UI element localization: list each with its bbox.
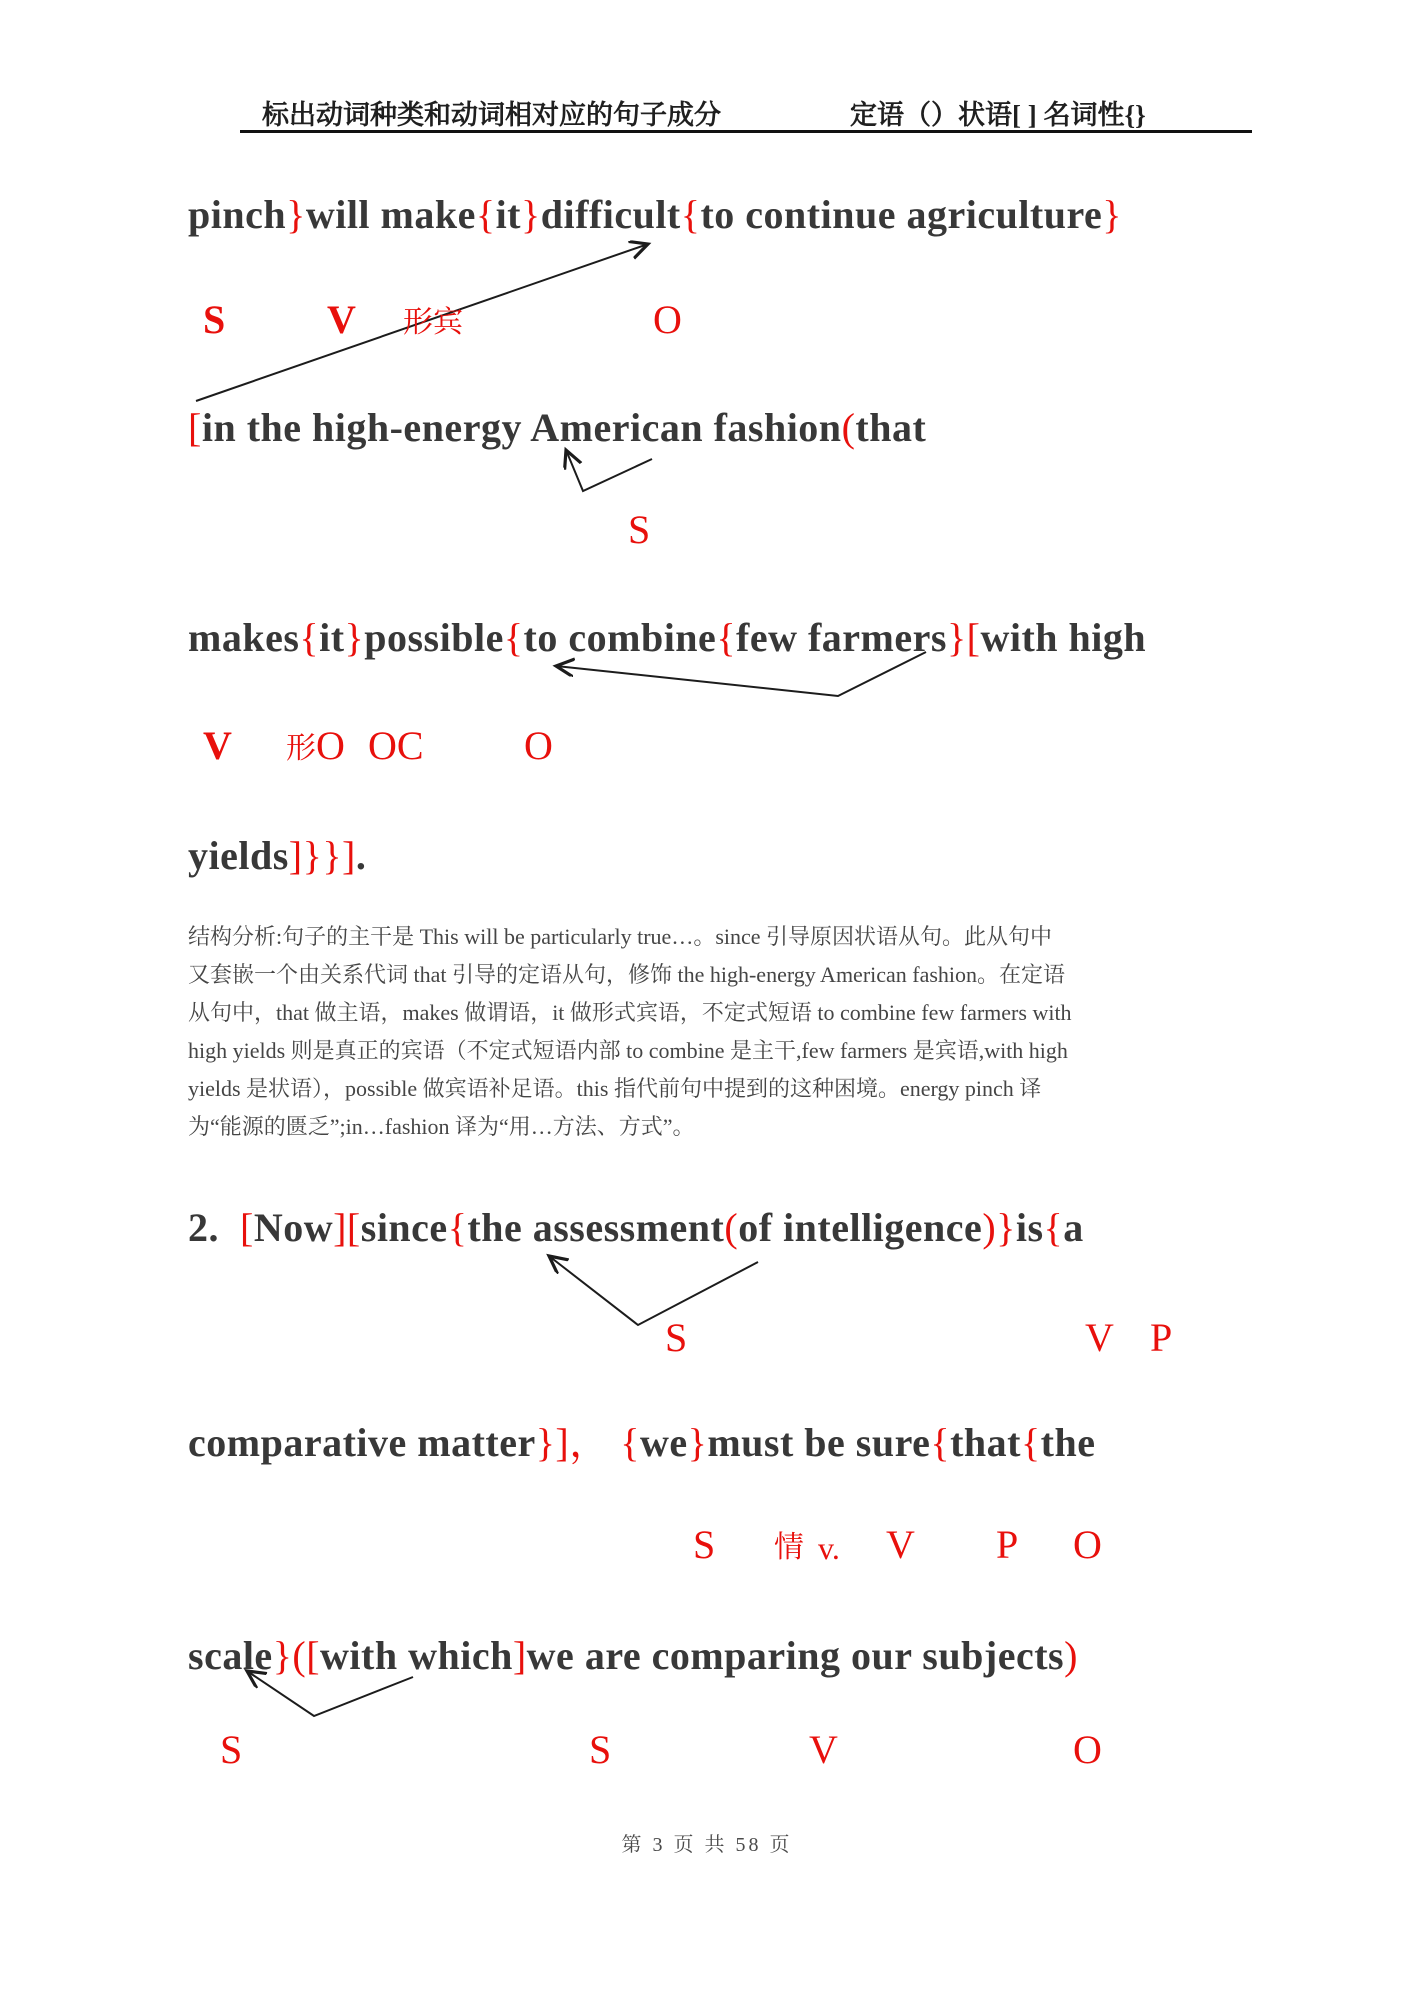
bracket-annotation: { <box>1020 1420 1041 1465</box>
grammar-label-row-svo-3: V <box>1085 1315 1114 1360</box>
bracket-annotation: { <box>475 192 496 237</box>
bracket-annotation: { <box>447 1205 468 1250</box>
grammar-label-row-svo-4: V <box>886 1522 915 1567</box>
sentence-line-line-makes <box>188 615 1146 661</box>
bracket-annotation: { <box>1043 1205 1064 1250</box>
sentence-text: of intelligence <box>738 1205 983 1250</box>
grammar-label-row-svo-5: S <box>220 1727 243 1772</box>
sentence-line-line-pinch <box>188 192 1122 238</box>
grammar-label-row-svo-4: 情 <box>774 1531 804 1564</box>
sentence-text: the <box>1040 1420 1096 1465</box>
sentence-text: Now <box>253 1205 334 1250</box>
sentence-text: pinch <box>188 192 287 237</box>
bracket-annotation: { <box>680 192 701 237</box>
grammar-label-row-svo-4: v. <box>818 1530 840 1566</box>
bracket-annotation: }([ <box>272 1633 321 1678</box>
sentence-text <box>610 1420 621 1465</box>
sentence-text: to continue agriculture <box>700 192 1103 237</box>
paragraph-line: 结构分析:句子的主干是 This will be particularly true…。since 引导原因状语从句。此从句中 <box>188 924 1053 949</box>
grammar-label-row-svo-1: 形宾 <box>403 306 463 339</box>
bracket-annotation: } <box>687 1420 708 1465</box>
arrow-assessment <box>549 1256 758 1325</box>
bracket-annotation: ] <box>512 1633 527 1678</box>
bracket-annotation: ( <box>841 405 856 450</box>
sentence-text: comparative matter <box>188 1420 536 1465</box>
paragraph-line: 又套嵌一个由关系代词 that 引导的定语从句，修饰 the high-energy American fashion。在定语 <box>188 962 1066 987</box>
grammar-label-row-svo-5: O <box>1073 1727 1102 1772</box>
grammar-label-row-svo-2: O <box>524 723 553 768</box>
bracket-annotation: [ <box>188 405 202 450</box>
sentence-text: to combine <box>523 615 717 660</box>
grammar-label-row-svo-1: S <box>203 297 226 342</box>
analysis-paragraph <box>188 918 1198 1146</box>
bracket-annotation: }[ <box>946 615 981 660</box>
bracket-annotation: { <box>716 615 737 660</box>
arrow-fashion <box>566 450 652 491</box>
sentence-text: that <box>855 405 927 450</box>
header-rule <box>240 130 1252 133</box>
sentence-text: it <box>495 192 521 237</box>
grammar-label-row-svo-2: O <box>316 723 345 768</box>
grammar-label-row-svo-4: P <box>996 1522 1019 1567</box>
sentence-line-line-scale <box>188 1633 1078 1679</box>
grammar-label-label-s-that-clause: S <box>628 507 651 552</box>
header-right-legend: 定语（）状语[ ] 名词性{} <box>850 100 1146 130</box>
grammar-label-row-svo-3: S <box>665 1315 688 1360</box>
grammar-label-row-svo-5: V <box>809 1727 838 1772</box>
sentence-line-line-comparative <box>188 1420 1096 1466</box>
paragraph-line: yields 是状语），possible 做宾语补足语。this 指代前句中提到的这种困境。energy pinch 译 <box>188 1076 1042 1101</box>
paragraph-line: 为“能源的匮乏”;in…fashion 译为“用…方法、方式”。 <box>188 1114 695 1139</box>
bracket-annotation: )} <box>982 1205 1016 1250</box>
bracket-annotation: ) <box>1064 1633 1078 1678</box>
bracket-annotation: } <box>1102 192 1122 237</box>
grammar-label-row-svo-1: O <box>653 297 682 342</box>
sentence-text: . <box>355 833 367 878</box>
sentence-text: scale <box>188 1633 273 1678</box>
bracket-annotation: }]， <box>535 1420 610 1465</box>
grammar-label-row-svo-5: S <box>589 1727 612 1772</box>
sentence-text: will make <box>305 192 476 237</box>
grammar-label-row-svo-4: O <box>1073 1522 1102 1567</box>
header-left-title: 标出动词种类和动词相对应的句子成分 <box>262 100 721 130</box>
bracket-annotation: { <box>503 615 524 660</box>
sentence-text: in the high-energy American fashion <box>201 405 842 450</box>
sentence-text: we are comparing our subjects <box>526 1633 1065 1678</box>
sentence-line-line-yields <box>188 833 366 879</box>
grammar-label-row-svo-4: S <box>693 1522 716 1567</box>
sentence-text: it <box>319 615 345 660</box>
sentence-text: is <box>1015 1205 1044 1250</box>
bracket-annotation: { <box>620 1420 640 1465</box>
sentence-text: with high <box>980 615 1147 660</box>
grammar-label-row-svo-1: V <box>327 297 356 342</box>
sentence-line-line-now-since <box>188 1205 1084 1251</box>
sentence-text: with which <box>320 1633 513 1678</box>
sentence-text: possible <box>364 615 504 660</box>
grammar-label-row-svo-2: V <box>203 723 232 768</box>
sentence-text: the assessment <box>467 1205 725 1250</box>
sentence-text: must be sure <box>707 1420 931 1465</box>
bracket-annotation: } <box>344 615 365 660</box>
grammar-label-row-svo-2: 形 <box>286 732 316 765</box>
bracket-annotation: } <box>521 192 541 237</box>
sentence-text: few farmers <box>736 615 947 660</box>
paragraph-line: 从句中，that 做主语，makes 做谓语，it 做形式宾语，不定式短语 to combine few farmers with <box>188 1000 1072 1025</box>
sentence-text: a <box>1063 1205 1084 1250</box>
bracket-annotation: { <box>930 1420 951 1465</box>
sentence-text: makes <box>188 615 300 660</box>
bracket-annotation: ]}}] <box>288 833 356 878</box>
sentence-text: 2. <box>188 1205 240 1250</box>
sentence-text: that <box>950 1420 1021 1465</box>
sentence-text: yields <box>188 833 289 878</box>
bracket-annotation: ][ <box>333 1205 361 1250</box>
bracket-annotation: [ <box>240 1205 254 1250</box>
bracket-annotation: ( <box>724 1205 739 1250</box>
grammar-label-row-svo-2: OC <box>368 723 424 768</box>
bracket-annotation: { <box>299 615 320 660</box>
sentence-text: difficult <box>540 192 681 237</box>
sentence-line-line-in-fashion <box>188 405 926 451</box>
page-number: 第 3 页 共 58 页 <box>621 1834 793 1856</box>
paragraph-line: high yields 则是真正的宾语（不定式短语内部 to combine 是主干,few farmers 是宾语,with high <box>188 1038 1068 1063</box>
bracket-annotation: } <box>286 192 306 237</box>
sentence-text: since <box>360 1205 448 1250</box>
grammar-label-row-svo-3: P <box>1150 1315 1173 1360</box>
sentence-text: we <box>639 1420 688 1465</box>
